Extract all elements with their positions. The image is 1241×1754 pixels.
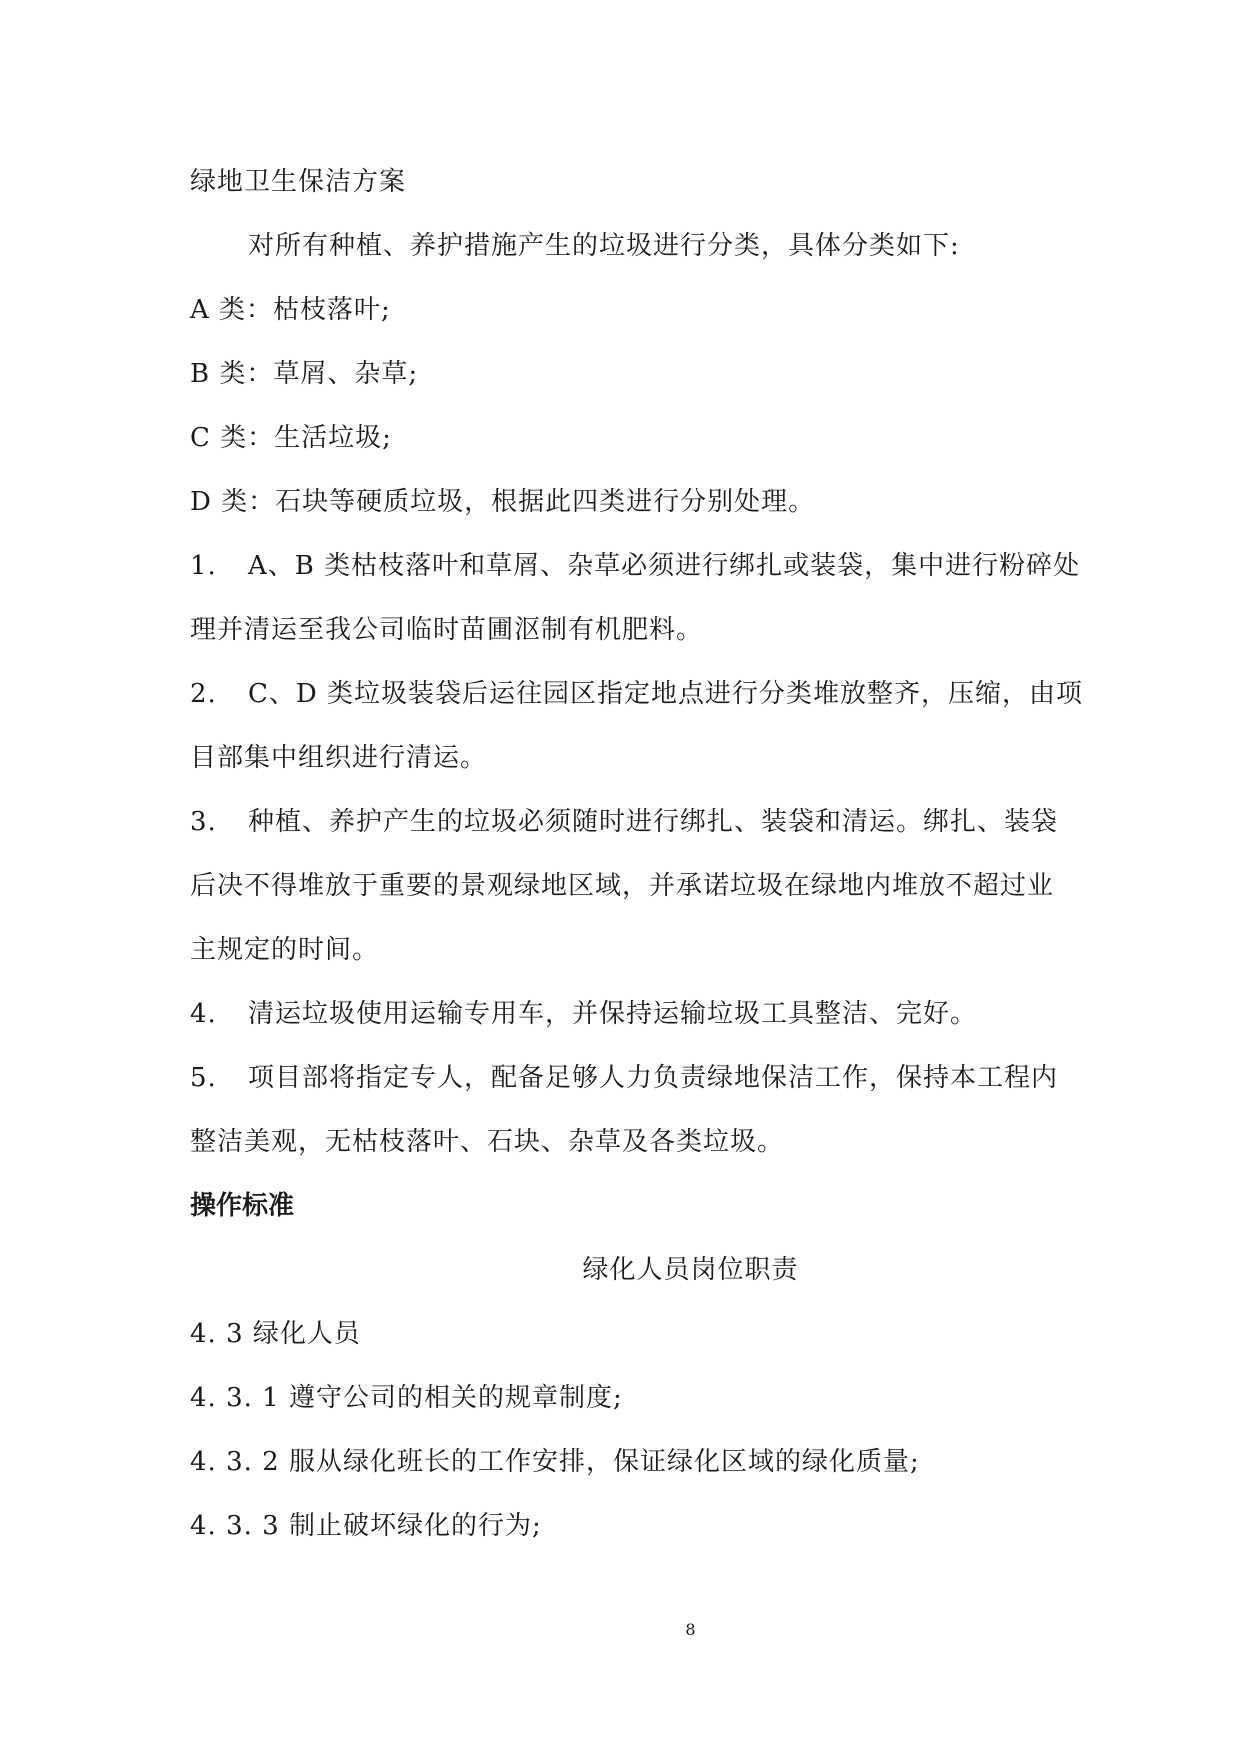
list-item-text: 项目部将指定专人，配备足够人力负责绿地保洁工作，保持本工程内 bbox=[248, 1063, 1059, 1093]
list-item-5-continuation: 整洁美观，无枯枝落叶、石块、杂草及各类垃圾。 bbox=[190, 1127, 785, 1157]
list-item-3 bbox=[190, 805, 1058, 839]
list-item-number: 3. bbox=[190, 807, 217, 837]
intro-paragraph: 对所有种植、养护措施产生的垃圾进行分类，具体分类如下: bbox=[248, 231, 960, 261]
list-item-number: 5. bbox=[190, 1063, 217, 1093]
list-item-text: A、B 类枯枝落叶和草屑、杂草必须进行绑扎或装袋，集中进行粉碎处 bbox=[248, 551, 1081, 581]
duty-line: 4. 3. 3 制止破坏绿化的行为; bbox=[190, 1511, 542, 1541]
list-item-number: 1. bbox=[190, 551, 217, 581]
page-number: 8 bbox=[685, 1620, 696, 1639]
list-item-text: 清运垃圾使用运输专用车，并保持运输垃圾工具整洁、完好。 bbox=[248, 999, 978, 1029]
document-title: 绿地卫生保洁方案 bbox=[190, 167, 407, 197]
list-item-text: 种植、养护产生的垃圾必须随时进行绑扎、装袋和清运。绑扎、装袋 bbox=[248, 807, 1059, 837]
category-a: A 类：枯枝落叶; bbox=[190, 295, 391, 325]
duty-line: 4. 3. 2 服从绿化班长的工作安排，保证绿化区域的绿化质量; bbox=[190, 1447, 920, 1477]
list-item-3-continuation-2: 主规定的时间。 bbox=[190, 935, 380, 965]
category-c: C 类：生活垃圾; bbox=[190, 423, 392, 453]
category-d: D 类：石块等硬质垃圾，根据此四类进行分别处理。 bbox=[190, 487, 816, 517]
section-heading: 操作标准 bbox=[190, 1191, 295, 1221]
list-item-1-continuation: 理并清运至我公司临时苗圃沤制有机肥料。 bbox=[190, 615, 704, 645]
list-item-text: C、D 类垃圾装袋后运往园区指定地点进行分类堆放整齐，压缩，由项 bbox=[248, 679, 1084, 709]
list-item-4 bbox=[190, 997, 977, 1031]
list-item-2 bbox=[190, 677, 1083, 711]
list-item-5 bbox=[190, 1061, 1058, 1095]
category-b: B 类：草屑、杂草; bbox=[190, 359, 419, 389]
list-item-number: 4. bbox=[190, 999, 217, 1029]
duty-line: 4. 3. 1 遵守公司的相关的规章制度; bbox=[190, 1383, 623, 1413]
list-item-2-continuation: 目部集中组织进行清运。 bbox=[190, 743, 488, 773]
list-item-3-continuation: 后决不得堆放于重要的景观绿地区域，并承诺垃圾在绿地内堆放不超过业 bbox=[190, 871, 1055, 901]
list-item-1 bbox=[190, 549, 1080, 583]
duties-title: 绿化人员岗位职责 bbox=[582, 1255, 799, 1285]
duty-line: 4. 3 绿化人员 bbox=[190, 1319, 361, 1349]
list-item-number: 2. bbox=[190, 679, 217, 709]
